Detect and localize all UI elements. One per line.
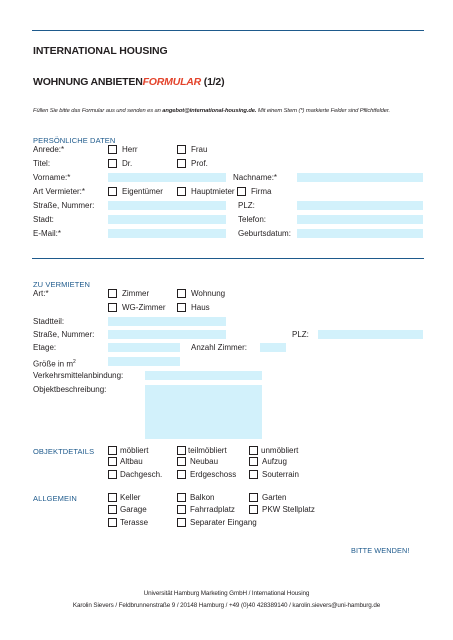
- label-firma: Firma: [251, 187, 272, 196]
- subtitle-form: FORMULAR: [142, 76, 202, 88]
- checkbox-haus[interactable]: [177, 303, 186, 312]
- label-wg-zimmer: WG-Zimmer: [122, 303, 166, 312]
- intro-before: Füllen Sie bitte das Formular aus und senden es an: [33, 108, 163, 114]
- top-rule: [32, 30, 424, 31]
- label-vorname: Vorname:*: [33, 173, 71, 182]
- label-plz: PLZ:: [238, 201, 255, 210]
- label-terasse: Terasse: [120, 518, 149, 527]
- label-keller: Keller: [120, 493, 141, 502]
- label-garten: Garten: [262, 493, 287, 502]
- field-telefon[interactable]: [297, 215, 423, 224]
- label-altbau: Altbau: [120, 457, 143, 466]
- label-zimmer: Zimmer: [122, 289, 150, 298]
- checkbox-balkon[interactable]: [177, 493, 186, 502]
- footer-line-2: Karolin Sievers / Feldbrunnenstraße 9 / 20148 Hamburg / +49 (0)40 428389140 / karolin.sievers@uni-hamburg.de: [72, 602, 381, 609]
- label-separater: Separater Eingang: [190, 518, 257, 527]
- label-beschreibung: Objektbeschreibung:: [33, 385, 107, 394]
- label-rental-strasse: Straße, Nummer:: [33, 330, 95, 339]
- field-rental-plz[interactable]: [318, 330, 423, 339]
- label-prof: Prof.: [191, 159, 208, 168]
- checkbox-wohnung[interactable]: [177, 289, 186, 298]
- intro-text: [33, 108, 390, 114]
- subtitle-suffix: (1/2): [203, 76, 225, 88]
- footer-line-1: Universität Hamburg Marketing GmbH / International Housing: [143, 590, 310, 597]
- label-neubau: Neubau: [190, 457, 219, 466]
- checkbox-eigentuemer[interactable]: [108, 187, 117, 196]
- page-title: INTERNATIONAL HOUSING: [33, 45, 168, 57]
- label-titel: Titel:: [33, 159, 51, 168]
- label-erdgeschoss: Erdgeschoss: [190, 470, 237, 479]
- label-haus: Haus: [191, 303, 210, 312]
- section-details-title: OBJEKTDETAILS: [33, 447, 95, 456]
- checkbox-terasse[interactable]: [108, 518, 117, 527]
- checkbox-neubau[interactable]: [177, 457, 186, 466]
- checkbox-garage[interactable]: [108, 505, 117, 514]
- checkbox-teilmoebliert[interactable]: [177, 446, 186, 455]
- label-email: E-Mail:*: [33, 229, 62, 238]
- checkbox-separater[interactable]: [177, 518, 186, 527]
- field-plz[interactable]: [297, 201, 423, 210]
- label-garage: Garage: [120, 505, 147, 514]
- label-anzahl-zimmer: Anzahl Zimmer:: [191, 343, 248, 352]
- checkbox-souterrain[interactable]: [249, 470, 258, 479]
- label-fahrradplatz: Fahrradplatz: [190, 505, 235, 514]
- section-personal-title: PERSÖNLICHE DATEN: [33, 136, 116, 145]
- field-anzahl-zimmer[interactable]: [260, 343, 286, 352]
- label-stadtteil: Stadtteil:: [33, 317, 65, 326]
- checkbox-wg-zimmer[interactable]: [108, 303, 117, 312]
- checkbox-erdgeschoss[interactable]: [177, 470, 186, 479]
- checkbox-hauptmieter[interactable]: [177, 187, 186, 196]
- label-unmoebliert: unmöbliert: [261, 446, 299, 455]
- field-stadt[interactable]: [108, 215, 226, 224]
- field-groesse[interactable]: [108, 357, 180, 366]
- label-stadt: Stadt:: [33, 215, 54, 224]
- checkbox-prof[interactable]: [177, 159, 186, 168]
- label-frau: Frau: [191, 145, 208, 154]
- field-stadtteil[interactable]: [108, 317, 226, 326]
- label-verkehr: Verkehrsmittelanbindung:: [33, 371, 124, 380]
- checkbox-garten[interactable]: [249, 493, 258, 502]
- label-moebliert: möbliert: [120, 446, 149, 455]
- label-strasse: Straße, Nummer:: [33, 201, 95, 210]
- form-subtitle: [33, 76, 224, 88]
- label-teilmoebliert: teilmöbliert: [188, 446, 227, 455]
- label-groesse: [33, 357, 76, 370]
- checkbox-fahrradplatz[interactable]: [177, 505, 186, 514]
- checkbox-herr[interactable]: [108, 145, 117, 154]
- checkbox-unmoebliert[interactable]: [249, 446, 258, 455]
- section-general-title: ALLGEMEIN: [33, 494, 77, 503]
- intro-after: Mit einem Stern (*) markierte Felder sind Pflichtfelder.: [256, 108, 391, 114]
- field-etage[interactable]: [108, 343, 180, 352]
- checkbox-keller[interactable]: [108, 493, 117, 502]
- label-aufzug: Aufzug: [262, 457, 287, 466]
- label-dr: Dr.: [122, 159, 133, 168]
- label-nachname: Nachname:*: [233, 173, 278, 182]
- field-verkehr[interactable]: [145, 371, 262, 380]
- groesse-text: Größe in m: [33, 359, 74, 369]
- label-eigentuemer: Eigentümer: [122, 187, 163, 196]
- intro-email[interactable]: angebot@international-housing.de.: [162, 108, 257, 114]
- checkbox-moebliert[interactable]: [108, 446, 117, 455]
- bitte-wenden: BITTE WENDEN!: [351, 546, 410, 555]
- label-art-vermieter: Art Vermieter:*: [33, 187, 86, 196]
- field-email[interactable]: [108, 229, 226, 238]
- label-wohnung: Wohnung: [191, 289, 226, 298]
- checkbox-altbau[interactable]: [108, 457, 117, 466]
- label-pkw: PKW Stellplatz: [262, 505, 315, 514]
- label-anrede: Anrede:*: [33, 145, 65, 154]
- label-geburtsdatum: Geburtsdatum:: [238, 229, 291, 238]
- label-souterrain: Souterrain: [262, 470, 299, 479]
- label-art: Art:*: [33, 289, 49, 298]
- checkbox-firma[interactable]: [237, 187, 246, 196]
- checkbox-frau[interactable]: [177, 145, 186, 154]
- field-nachname[interactable]: [297, 173, 423, 182]
- checkbox-aufzug[interactable]: [249, 457, 258, 466]
- field-rental-strasse[interactable]: [108, 330, 226, 339]
- field-vorname[interactable]: [108, 173, 226, 182]
- label-hauptmieter: Hauptmieter: [191, 187, 235, 196]
- label-etage: Etage:: [33, 343, 57, 352]
- section-rental-title: ZU VERMIETEN: [33, 280, 91, 289]
- checkbox-dachgeschoss[interactable]: [108, 470, 117, 479]
- checkbox-pkw[interactable]: [249, 505, 258, 514]
- field-geburtsdatum[interactable]: [297, 229, 423, 238]
- subtitle-main: WOHNUNG ANBIETEN: [33, 76, 143, 88]
- label-herr: Herr: [122, 145, 138, 154]
- label-balkon: Balkon: [190, 493, 215, 502]
- field-beschreibung[interactable]: [145, 385, 262, 439]
- label-telefon: Telefon:: [238, 215, 267, 224]
- checkbox-zimmer[interactable]: [108, 289, 117, 298]
- section-divider: [32, 258, 424, 259]
- groesse-sup: 2: [73, 359, 76, 365]
- label-rental-plz: PLZ:: [292, 330, 309, 339]
- checkbox-dr[interactable]: [108, 159, 117, 168]
- label-dachgeschoss: Dachgesch.: [120, 470, 163, 479]
- field-strasse[interactable]: [108, 201, 226, 210]
